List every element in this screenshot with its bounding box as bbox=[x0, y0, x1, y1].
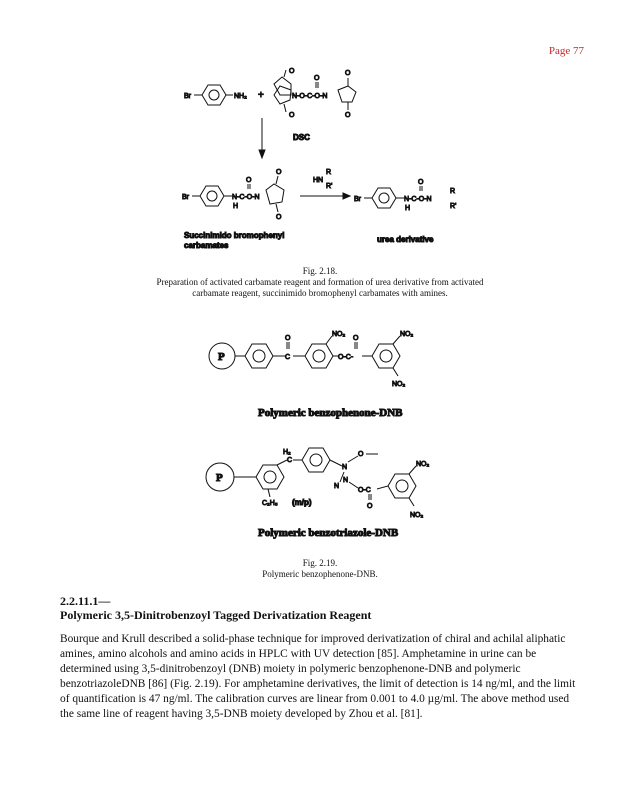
svg-text:HN: HN bbox=[313, 177, 324, 184]
svg-text:N-O-C-O-N: N-O-C-O-N bbox=[292, 93, 328, 100]
svg-text:O: O bbox=[314, 75, 320, 82]
benzotriazole-dnb-title: Polymeric benzotriazole-DNB bbox=[258, 527, 399, 539]
svg-text:O: O bbox=[276, 214, 282, 221]
svg-text:O: O bbox=[418, 179, 424, 186]
section-title: Polymeric 3,5-Dinitrobenzoyl Tagged Derivatization Reagent bbox=[60, 608, 372, 622]
succinimide-ring-left bbox=[274, 77, 291, 95]
svg-text:NO₂: NO₂ bbox=[400, 331, 414, 338]
svg-text:P: P bbox=[216, 472, 223, 484]
svg-text:N-C-O-N: N-C-O-N bbox=[232, 194, 260, 201]
svg-text:C₂H₅: C₂H₅ bbox=[262, 500, 278, 507]
dsc-label: DSC bbox=[293, 133, 310, 142]
succinimide-ring bbox=[266, 184, 284, 204]
fig-2-19-benzophenone-dnb bbox=[209, 331, 414, 419]
svg-text:O: O bbox=[289, 112, 295, 119]
left-product-label-line1: Succinimido bromophenyl bbox=[184, 231, 285, 240]
body-paragraph: Bourque and Krull described a solid-phase technique for improved derivatization of chiral and achilal aliphatic amines, amino alcohols and amino acids in HPLC with UV detection [85]. Amphetamine in urine can be determined using 3,5-dinitrobenzoyl (DNB) moiety in polymeric benzophenone-DNB and polymeric benzotriazoleDNB [86] (Fig. 2.19). For amphetamine derivatives, the limit of detection is 14 ng/ml, and the limit of quantification is 47 ng/ml. The calibration curves are linear from 0.001 to 4.0 µg/ml. The above method used the same line of reagent having 3,5-DNB moiety developed by Zhou et al. [81]. bbox=[60, 633, 576, 720]
fig-2-18-number: Fig. 2.18. bbox=[302, 266, 338, 276]
svg-text:Br: Br bbox=[182, 194, 189, 201]
svg-text:Br: Br bbox=[354, 196, 361, 203]
nh2-label: NH₂ bbox=[234, 93, 247, 100]
benzophenone-dnb-title: Polymeric benzophenone-DNB bbox=[258, 407, 403, 419]
fig-2-19-number: Fig. 2.19. bbox=[302, 558, 338, 568]
fig-2-19-benzotriazole-dnb bbox=[206, 448, 430, 539]
svg-text:O: O bbox=[345, 112, 351, 119]
svg-text:O: O bbox=[289, 68, 295, 75]
plus-sign: + bbox=[258, 90, 264, 101]
svg-text:NO₂: NO₂ bbox=[392, 381, 406, 388]
svg-text:R: R bbox=[326, 169, 332, 176]
svg-text:H₂: H₂ bbox=[283, 449, 291, 456]
svg-text:C: C bbox=[287, 457, 293, 464]
svg-text:NO₂: NO₂ bbox=[332, 331, 346, 338]
svg-text:O: O bbox=[246, 177, 252, 184]
svg-text:O: O bbox=[345, 70, 351, 77]
br-label: Br bbox=[184, 93, 191, 100]
svg-text:C: C bbox=[285, 354, 291, 361]
benzene-ring bbox=[202, 85, 226, 105]
svg-text:N: N bbox=[342, 464, 348, 471]
svg-text:O-C: O-C bbox=[358, 487, 371, 494]
svg-text:H: H bbox=[405, 205, 411, 212]
svg-text:H: H bbox=[233, 203, 239, 210]
svg-text:O-C-: O-C- bbox=[338, 354, 354, 361]
fig-2-18-scheme bbox=[182, 68, 456, 250]
left-product-label-line2: carbamates bbox=[184, 241, 229, 250]
svg-text:(m/p): (m/p) bbox=[292, 498, 312, 507]
fig-2-18-caption: Preparation of activated carbamate reagent and formation of urea derivative from activated carbamate reagent, succinimido bromophenyl carbamates with amines. bbox=[156, 277, 484, 298]
svg-text:N: N bbox=[334, 483, 340, 490]
right-product-label: urea derivative bbox=[377, 235, 434, 244]
svg-text:R: R bbox=[450, 188, 456, 195]
succinimide-ring-right bbox=[338, 86, 356, 102]
svg-text:NO₂: NO₂ bbox=[410, 512, 424, 519]
svg-text:O: O bbox=[276, 169, 282, 176]
fig-2-19-caption: Polymeric benzophenone-DNB. bbox=[262, 569, 378, 579]
svg-text:O: O bbox=[285, 335, 291, 342]
svg-text:P: P bbox=[218, 351, 225, 363]
svg-text:O: O bbox=[367, 503, 373, 510]
svg-text:NO₂: NO₂ bbox=[416, 461, 430, 468]
svg-text:N-C-O-N: N-C-O-N bbox=[404, 196, 432, 203]
svg-text:R': R' bbox=[450, 203, 457, 210]
page-number: Page 77 bbox=[548, 45, 584, 57]
svg-text:O: O bbox=[358, 451, 364, 458]
section-number: 2.2.11.1— bbox=[60, 594, 111, 608]
svg-text:O: O bbox=[353, 335, 359, 342]
svg-text:N: N bbox=[343, 477, 349, 484]
svg-text:R': R' bbox=[326, 183, 333, 190]
